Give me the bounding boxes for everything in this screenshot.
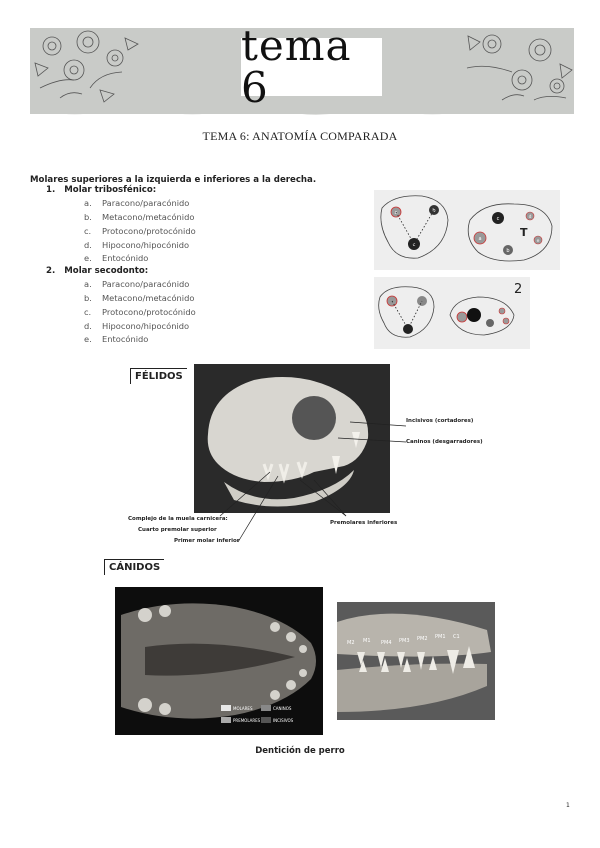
upper-premolar-label: Cuarto premolar superior — [138, 527, 217, 533]
tooth-c1-label: C1 — [453, 634, 460, 640]
carnassial-label: Complejo de la muela carnicera: — [128, 516, 228, 522]
dog-skull-palate-photo — [115, 587, 323, 735]
cusp-b-label: b — [432, 208, 436, 214]
list-item: d. Hipocono/hipocónido — [84, 240, 190, 250]
lower-premolars-label: Premolares inferiores — [330, 520, 398, 526]
section-1-number: 1. — [46, 185, 56, 195]
flower-decoration-left — [30, 28, 145, 114]
canidos-label: CÁNIDOS — [104, 559, 164, 575]
tooth-pm2-label: PM2 — [417, 636, 428, 642]
title-box — [241, 21, 382, 112]
section-1-title — [46, 185, 156, 195]
tooth-m2-label: M2 — [347, 640, 355, 646]
list-item: b. Metacono/metacónido — [84, 212, 195, 222]
cusp-a-label: a — [394, 210, 398, 216]
tooth-pm3-label: PM3 — [399, 638, 410, 644]
cusp-c-label: c — [496, 216, 500, 222]
tooth-pm1-label: PM1 — [435, 634, 446, 640]
section-1-label: Molar tribosfénico: — [64, 185, 157, 195]
tribosphenic-molar-diagram — [374, 190, 560, 270]
page-number: 1 — [566, 802, 570, 809]
cusp-a-label: a — [478, 236, 482, 242]
tooth-m1-label: M1 — [363, 638, 371, 644]
lower-molar-label: Primer molar inferior — [174, 538, 240, 544]
list-item: c. Protocono/protocónido — [84, 307, 196, 317]
cusp-d-label: d — [528, 215, 532, 220]
list-item: a. Paracono/paracónido — [84, 198, 190, 208]
secodont-molar-diagram — [374, 277, 530, 349]
dog-jaw-side-photo — [337, 602, 495, 720]
section-2-label: Molar secodonto: — [64, 266, 149, 276]
section-2-number: 2. — [46, 266, 56, 276]
felidos-label: FÉLIDOS — [130, 368, 187, 384]
list-item: e. Entocónido — [84, 334, 149, 344]
list-item: e. Entocónido — [84, 253, 149, 263]
list-item: a. Paracono/paracónido — [84, 279, 190, 289]
legend-incisivos: INCISIVOS — [273, 718, 294, 723]
list-item: d. Hipocono/hipocónido — [84, 321, 190, 331]
page-title: tema 6 — [241, 21, 352, 112]
cusp-b-label: b — [506, 248, 510, 254]
dentition-caption: Dentición de perro — [255, 746, 345, 756]
section-2-title — [46, 266, 148, 276]
secodont-mark: 2 — [514, 282, 523, 297]
cusp-e-label: e — [536, 239, 540, 244]
flower-decoration-right — [462, 28, 574, 114]
list-item: c. Protocono/protocónido — [84, 226, 196, 236]
intro-text: Molares superiores a la izquierda e inferiores a la derecha. — [30, 175, 317, 185]
canines-label: Caninos (desgarradores) — [406, 439, 483, 445]
section-heading: TEMA 6: ANATOMÍA COMPARADA — [202, 129, 398, 143]
legend-molares: MOLARES — [233, 706, 253, 711]
legend-premolares: PREMOLARES — [233, 718, 261, 723]
incisors-label: Incisivos (cortadores) — [406, 418, 474, 424]
cusp-c-label: c — [412, 242, 416, 248]
tooth-pm4-label: PM4 — [381, 640, 392, 646]
legend-caninos: CANINOS — [273, 706, 292, 711]
tribosphenic-mark: T — [520, 226, 528, 239]
list-item: b. Metacono/metacónido — [84, 293, 195, 303]
